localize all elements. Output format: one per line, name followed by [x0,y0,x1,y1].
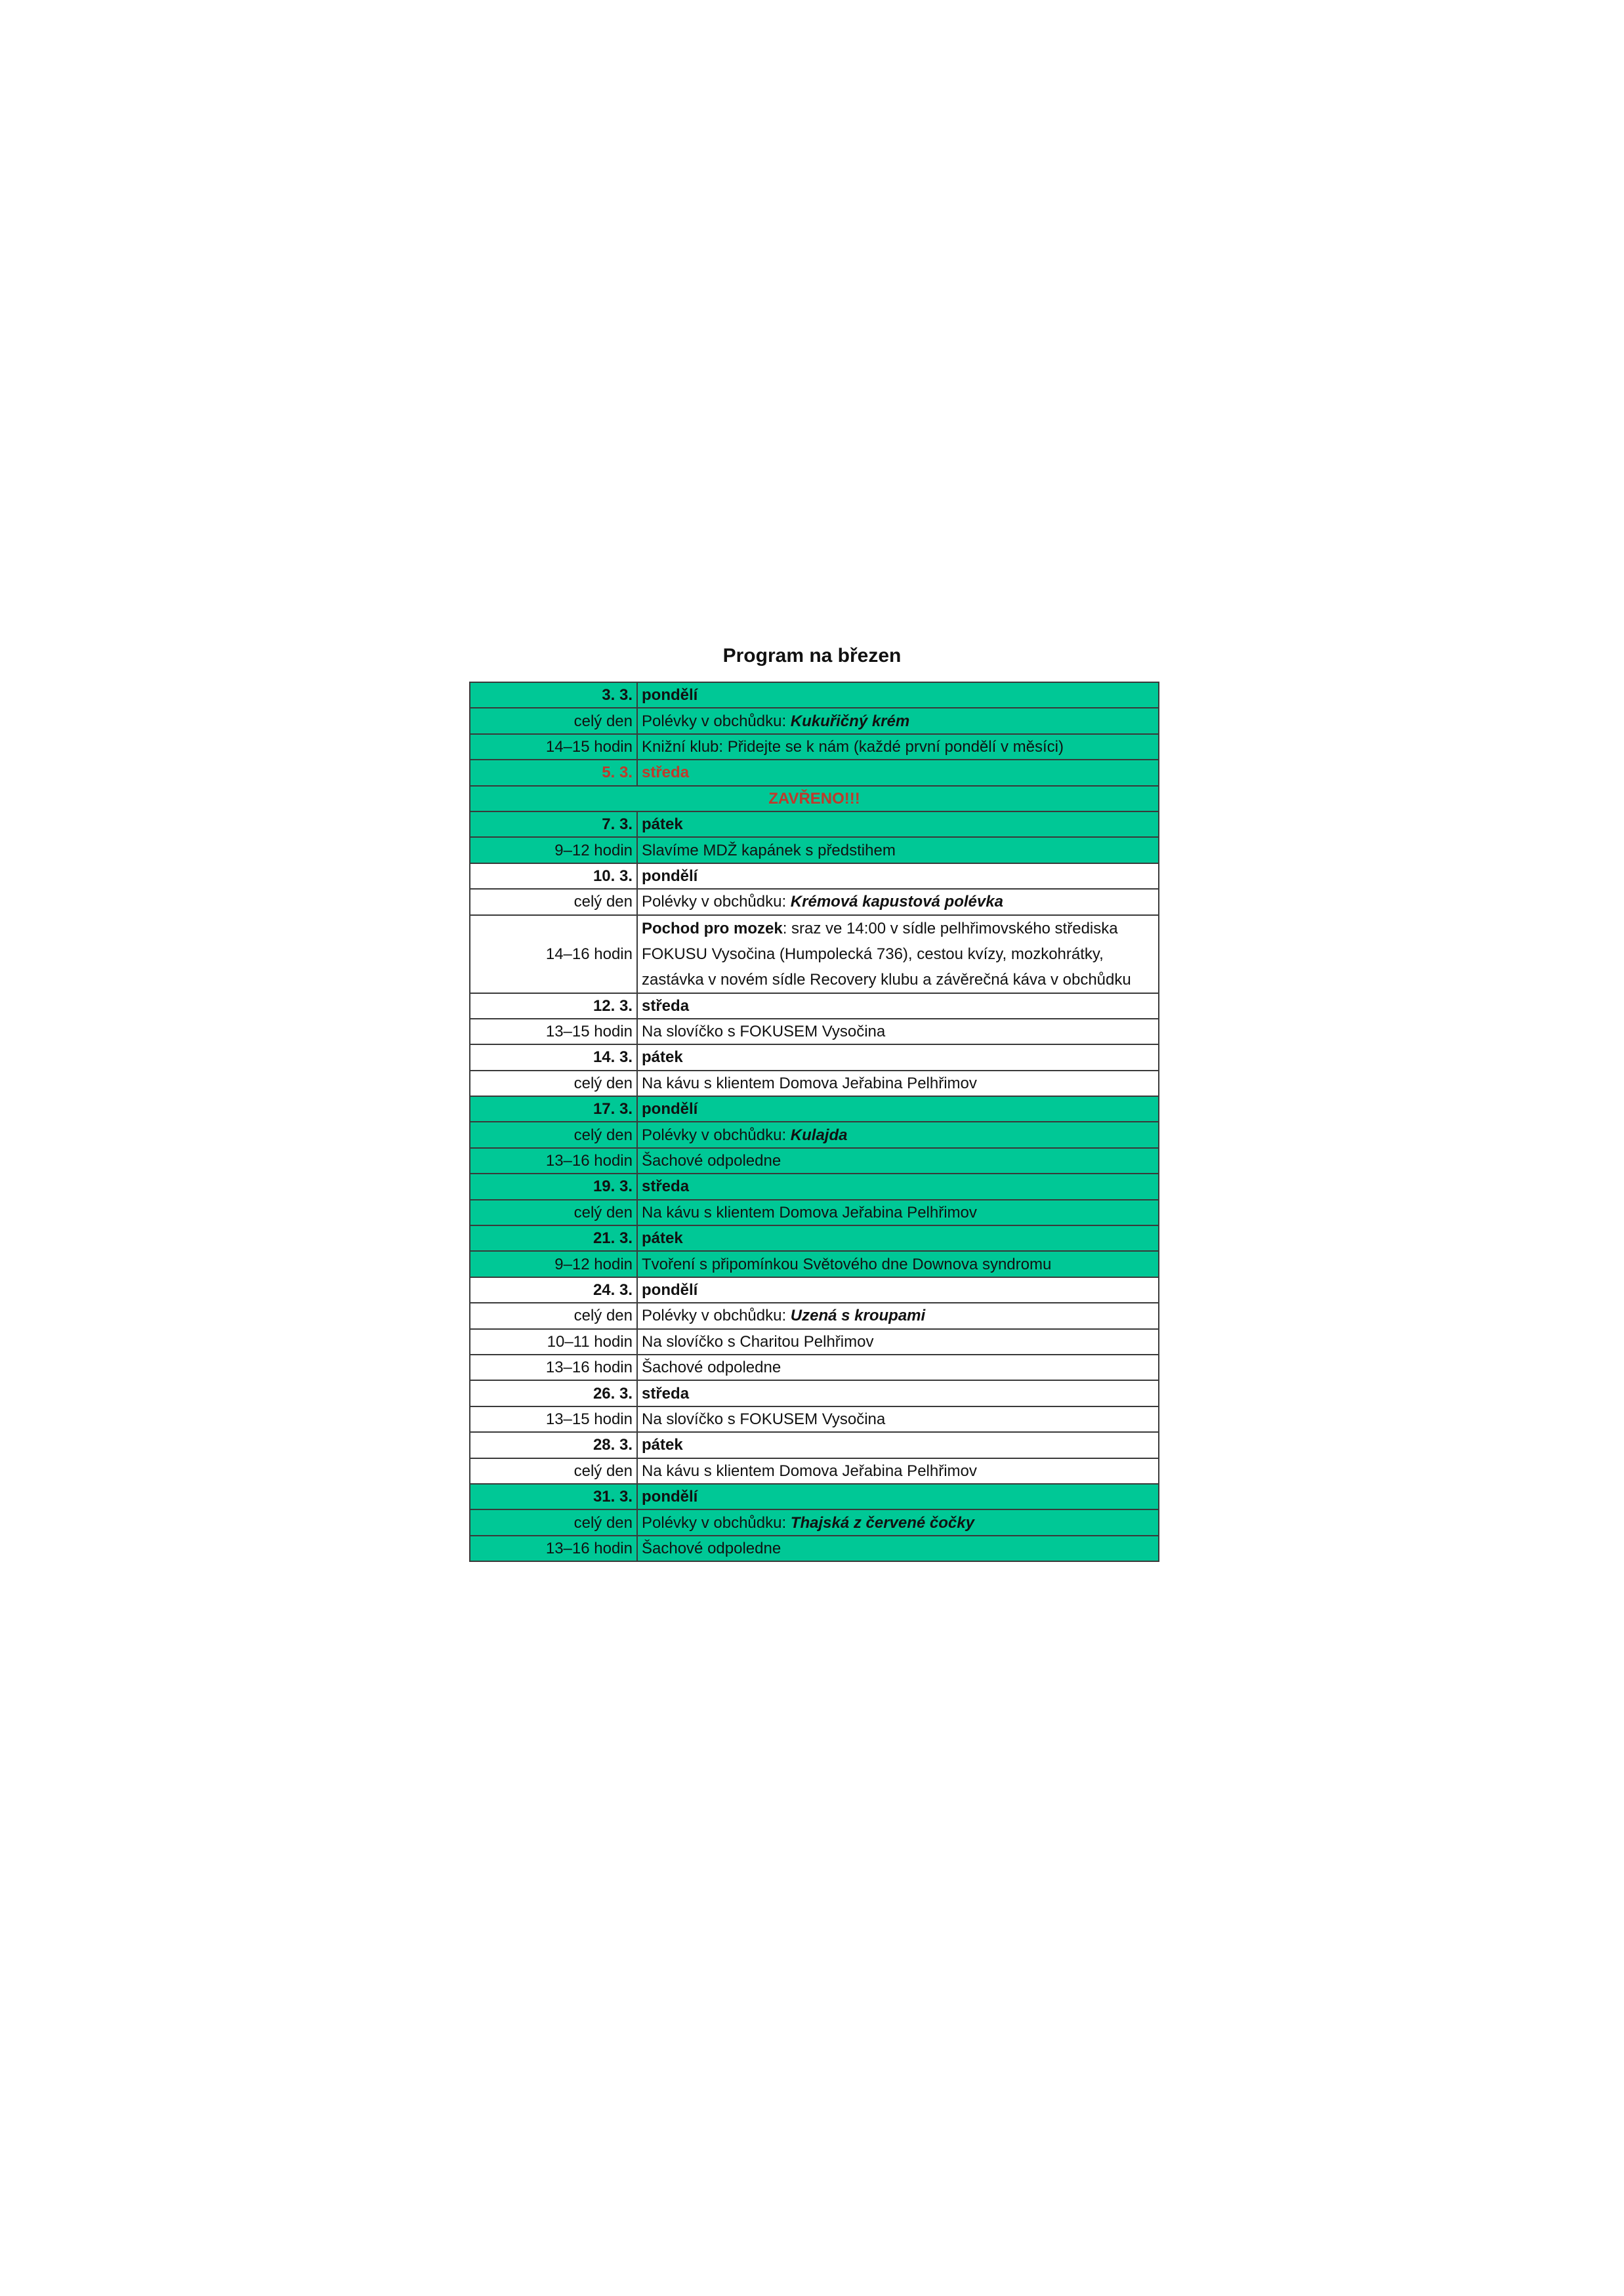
event-cell: Na slovíčko s Charitou Pelhřimov [637,1329,1159,1355]
weekday-cell: pátek [637,811,1159,837]
time-cell: 9–12 hodin [470,837,637,863]
event-row [470,1536,1159,1561]
day-header-row [470,863,1159,889]
event-row [470,1355,1159,1380]
soup-name: Krémová kapustová polévka [790,893,1003,911]
event-row [470,1251,1159,1277]
event-row [470,1509,1159,1535]
event-cell: Na kávu s klientem Domova Jeřabina Pelhřimov [637,1071,1159,1096]
date-cell: 31. 3. [470,1484,637,1509]
day-header-row [470,1044,1159,1070]
event-cell [637,889,1159,914]
soup-name: Uzená s kroupami [790,1307,926,1325]
soup-name: Thajská z červené čočky [790,1513,974,1532]
event-lead: Pochod pro mozek [642,919,783,937]
event-prefix: Polévky v obchůdku: [642,1307,791,1325]
day-header-row [470,1096,1159,1122]
event-cell: Šachové odpoledne [637,1148,1159,1174]
soup-name: Kulajda [790,1126,848,1144]
day-header-row [470,1277,1159,1303]
time-cell: 13–15 hodin [470,1406,637,1432]
time-cell: 9–12 hodin [470,1251,637,1277]
time-cell: 13–16 hodin [470,1148,637,1174]
event-row [470,1148,1159,1174]
time-cell: celý den [470,1509,637,1535]
time-cell: celý den [470,1122,637,1147]
event-cell: Na slovíčko s FOKUSEM Vysočina [637,1406,1159,1432]
weekday-cell: středa [637,1174,1159,1199]
day-header-row [470,1380,1159,1406]
date-cell: 5. 3. [470,760,637,785]
time-cell: celý den [470,1303,637,1328]
day-header-row [470,1225,1159,1251]
event-prefix: Polévky v obchůdku: [642,1513,791,1532]
event-row [470,837,1159,863]
weekday-cell: pondělí [637,863,1159,889]
weekday-cell: pondělí [637,1277,1159,1303]
weekday-cell: středa [637,993,1159,1019]
event-cell: Šachové odpoledne [637,1355,1159,1380]
weekday-cell: pátek [637,1044,1159,1070]
event-row [470,1329,1159,1355]
event-cell: Tvoření s připomínkou Světového dne Downova syndromu [637,1251,1159,1277]
date-cell: 12. 3. [470,993,637,1019]
weekday-cell: středa [637,1380,1159,1406]
event-row [470,708,1159,733]
event-row [470,1019,1159,1044]
date-cell: 26. 3. [470,1380,637,1406]
weekday-cell: pondělí [637,1096,1159,1122]
time-cell: celý den [470,889,637,914]
event-cell: Na kávu s klientem Domova Jeřabina Pelhřimov [637,1200,1159,1225]
day-header-row [470,1484,1159,1509]
time-cell: 10–11 hodin [470,1329,637,1355]
time-cell: celý den [470,1458,637,1484]
time-cell: celý den [470,1200,637,1225]
event-cell [637,708,1159,733]
date-cell: 24. 3. [470,1277,637,1303]
event-cell: Knižní klub: Přidejte se k nám (každé první pondělí v měsíci) [637,734,1159,760]
date-cell: 3. 3. [470,682,637,708]
weekday-cell: pondělí [637,1484,1159,1509]
event-row [470,889,1159,914]
event-cell [637,1303,1159,1328]
soup-name: Kukuřičný krém [790,712,910,730]
date-cell: 14. 3. [470,1044,637,1070]
weekday-cell: středa [637,760,1159,785]
event-row [470,734,1159,760]
day-header-row [470,1174,1159,1199]
event-row [470,1458,1159,1484]
date-cell: 21. 3. [470,1225,637,1251]
weekday-cell: pátek [637,1225,1159,1251]
date-cell: 7. 3. [470,811,637,837]
date-cell: 10. 3. [470,863,637,889]
event-row [470,1122,1159,1147]
event-prefix: Polévky v obchůdku: [642,712,791,730]
time-cell: 14–16 hodin [470,915,637,993]
time-cell: 14–15 hodin [470,734,637,760]
day-header-row [470,993,1159,1019]
event-prefix: Polévky v obchůdku: [642,1126,791,1144]
event-cell: Šachové odpoledne [637,1536,1159,1561]
time-cell: 13–16 hodin [470,1536,637,1561]
weekday-cell: pondělí [637,682,1159,708]
event-row [470,1303,1159,1328]
time-cell: celý den [470,1071,637,1096]
event-cell: Na slovíčko s FOKUSEM Vysočina [637,1019,1159,1044]
date-cell: 17. 3. [470,1096,637,1122]
page-title: Program na březen [722,645,902,666]
event-detail: : sraz ve 14:00 v sídle pelhřimovského střediska FOKUSU Vysočina (Humpolecká 736), cestou kvízy, mozkohrátky, zastávka v novém sídle Recovery klubu a závěrečná káva v obchůdku [642,919,1131,989]
event-cell [637,1122,1159,1147]
event-prefix: Polévky v obchůdku: [642,893,791,911]
weekday-cell: pátek [637,1432,1159,1458]
event-row-multiline [470,915,1159,993]
event-row [470,1200,1159,1225]
date-cell: 28. 3. [470,1432,637,1458]
event-cell [637,1509,1159,1535]
time-cell: 13–16 hodin [470,1355,637,1380]
event-cell [637,915,1159,993]
event-cell: Na kávu s klientem Domova Jeřabina Pelhřimov [637,1458,1159,1484]
closed-notice-row [470,786,1159,811]
day-header-row [470,1432,1159,1458]
event-row [470,1406,1159,1432]
program-table [469,682,1159,1562]
day-header-row [470,682,1159,708]
closed-notice: ZAVŘENO!!! [470,786,1159,811]
time-cell: celý den [470,708,637,733]
day-header-row [470,811,1159,837]
date-cell: 19. 3. [470,1174,637,1199]
event-cell: Slavíme MDŽ kapánek s předstihem [637,837,1159,863]
time-cell: 13–15 hodin [470,1019,637,1044]
event-row [470,1071,1159,1096]
day-header-row-closed [470,760,1159,785]
